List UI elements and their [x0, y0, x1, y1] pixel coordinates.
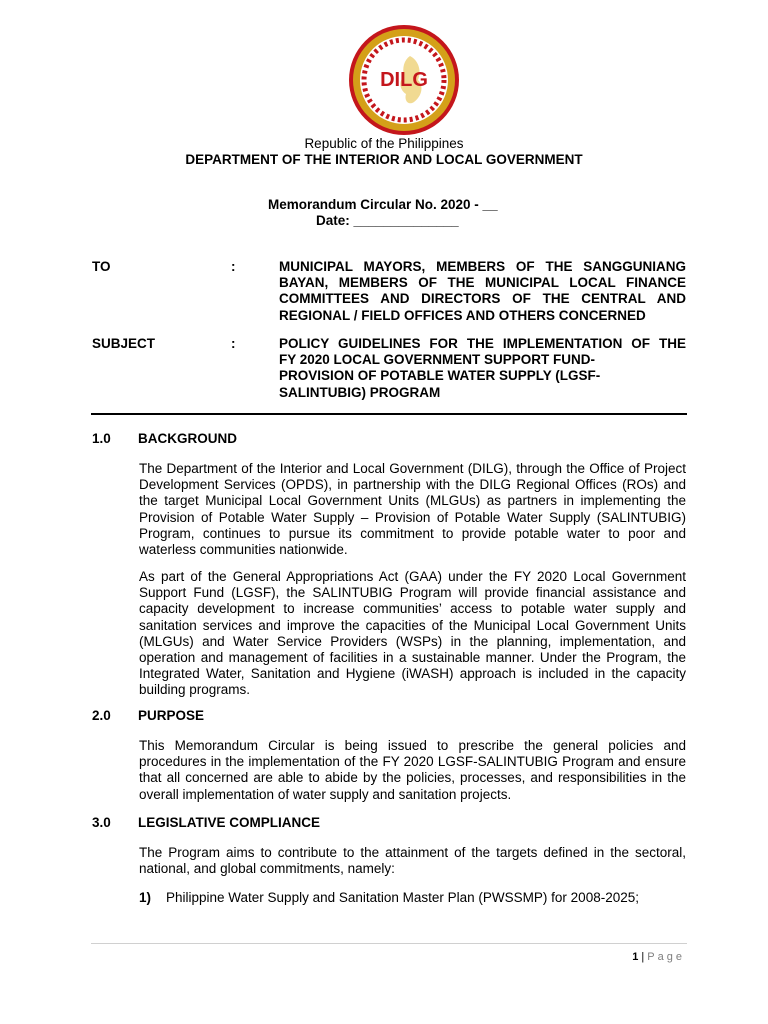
page-footer	[600, 951, 685, 963]
purpose-paragraph: This Memorandum Circular is being issued to prescribe the general policies and procedures in the implementation of the FY 2020 LGSF-SALINTUBIG Program and ensure that all concerned are able to abide by the policies, processes, and responsibilities in the overall implementation of water supply and sanitation projects.	[139, 738, 686, 802]
background-paragraph-1: The Department of the Interior and Local Government (DILG), through the Office of Project Development Services (OPDS), in partnership with the DILG Regional Offices (ROs) and the target Municipal Local Government Units (MLGUs) as partners in implementing the Provision of Potable Water Supply – Provision of Potable Water Supply (SALINTUBIG) Program, continues to pursue its commitment to provide potable water to poor and waterless communities nationwide.	[139, 461, 686, 558]
footer-divider	[91, 943, 687, 944]
list-item-number: 1)	[139, 890, 152, 905]
section-title-background: BACKGROUND	[138, 431, 237, 446]
subject-line: FY 2020 LOCAL GOVERNMENT SUPPORT FUND-	[279, 352, 596, 368]
to-line: REGIONAL / FIELD OFFICES AND OTHERS CONCERNED	[279, 307, 646, 323]
subject-label: SUBJECT	[92, 336, 156, 351]
subject-text	[279, 336, 686, 401]
page-label: Page	[647, 951, 685, 963]
department-heading: DEPARTMENT OF THE INTERIOR AND LOCAL GOVERNMENT	[185, 152, 583, 167]
section-number: 1.0	[92, 431, 111, 446]
republic-heading: Republic of the Philippines	[304, 136, 464, 151]
subject-line: POLICY GUIDELINES FOR THE IMPLEMENTATION OF THE	[279, 336, 686, 351]
to-line: MUNICIPAL MAYORS, MEMBERS OF THE SANGGUNIANG	[279, 259, 686, 274]
list-item-text: Philippine Water Supply and Sanitation Master Plan (PWSSMP) for 2008-2025;	[166, 890, 639, 905]
page-number: 1	[632, 951, 639, 963]
legislative-paragraph: The Program aims to contribute to the attainment of the targets defined in the sectoral, national, and global commitments, namely:	[139, 845, 686, 877]
subject-line: PROVISION OF POTABLE WATER SUPPLY (LGSF-	[279, 368, 601, 384]
page-separator: |	[641, 951, 645, 963]
subject-line: SALINTUBIG) PROGRAM	[279, 384, 441, 400]
to-line: COMMITTEES AND DIRECTORS OF THE CENTRAL AND	[279, 291, 686, 307]
to-colon: :	[231, 259, 236, 274]
section-title-purpose: PURPOSE	[138, 708, 205, 723]
header-divider	[91, 413, 687, 415]
to-line: BAYAN, MEMBERS OF THE MUNICIPAL LOCAL FINANCE	[279, 275, 686, 291]
section-number: 3.0	[92, 815, 111, 830]
seal-logo-text: DILG	[380, 69, 428, 91]
to-label: TO	[92, 259, 111, 274]
memo-circular-number: Memorandum Circular No. 2020 - __	[268, 197, 498, 212]
memo-date: Date: ______________	[316, 213, 459, 228]
dilg-seal-logo	[348, 24, 460, 136]
section-title-legislative-compliance: LEGISLATIVE COMPLIANCE	[138, 815, 321, 830]
to-recipients	[279, 259, 686, 324]
subject-colon: :	[231, 336, 236, 351]
background-paragraph-2: As part of the General Appropriations Act (GAA) under the FY 2020 Local Government Support Fund (LGSF), the SALINTUBIG Program will provide financial assistance and capacity development to increase communities’ access to potable water supply and sanitation services and improve the capacities of the Municipal Local Government Units (MLGUs) and Water Service Providers (WSPs) in the planning, implementation, and operation and management of facilities in a sustainable manner. Under the Program, the Integrated Water, Sanitation and Hygiene (iWASH) approach is included in the capacity building programs.	[139, 569, 686, 698]
section-number: 2.0	[92, 708, 111, 723]
